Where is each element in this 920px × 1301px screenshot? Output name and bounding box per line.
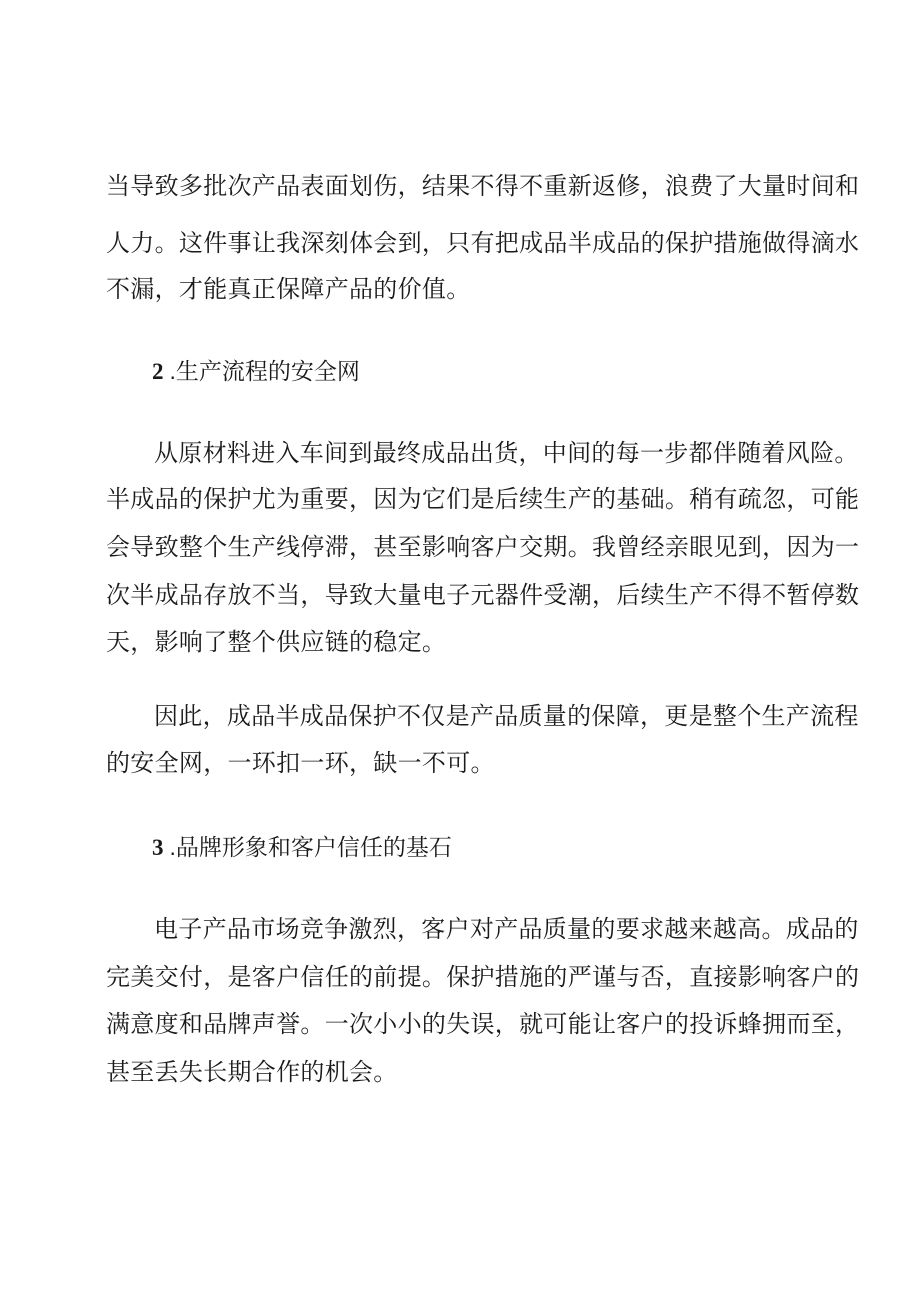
paragraph-line: 会导致整个生产线停滞，甚至影响客户交期。我曾经亲眼见到，因为一 [106, 533, 860, 561]
paragraph-line: 甚至丢失长期合作的机会。 [106, 1058, 398, 1086]
paragraph-line: 因此，成品半成品保护不仅是产品质量的保障，更是整个生产流程 [154, 702, 859, 730]
paragraph-line: 从原材料进入车间到最终成品出货，中间的每一步都伴随着风险。 [154, 439, 859, 467]
paragraph-line: 人力。这件事让我深刻体会到，只有把成品半成品的保护措施做得滴水 [106, 229, 860, 257]
paragraph-line: 次半成品存放不当，导致大量电子元器件受潮，后续生产不得不暂停数 [106, 581, 860, 609]
section-number: 2 [152, 359, 164, 384]
paragraph-line: 当导致多批次产品表面划伤，结果不得不重新返修，浪费了大量时间和 [106, 172, 860, 200]
paragraph-line: 完美交付，是客户信任的前提。保护措施的严谨与否，直接影响客户的 [106, 963, 860, 991]
paragraph-line: 满意度和品牌声誉。一次小小的失误，就可能让客户的投诉蜂拥而至， [106, 1010, 860, 1038]
paragraph-line: 半成品的保护尤为重要，因为它们是后续生产的基础。稍有疏忽，可能 [106, 485, 860, 513]
paragraph-line: 天，影响了整个供应链的稳定。 [106, 628, 447, 656]
paragraph-line: 电子产品市场竞争激烈，客户对产品质量的要求越来越高。成品的 [154, 915, 859, 943]
section-heading-2 [152, 360, 360, 383]
paragraph-line: 的安全网，一环扣一环，缺一不可。 [106, 749, 495, 777]
paragraph-line: 不漏，才能真正保障产品的价值。 [106, 275, 471, 303]
section-heading-3 [152, 836, 452, 859]
section-title: .品牌形象和客户信任的基石 [169, 834, 452, 860]
section-title: .生产流程的安全网 [169, 358, 360, 384]
section-number: 3 [152, 835, 164, 860]
